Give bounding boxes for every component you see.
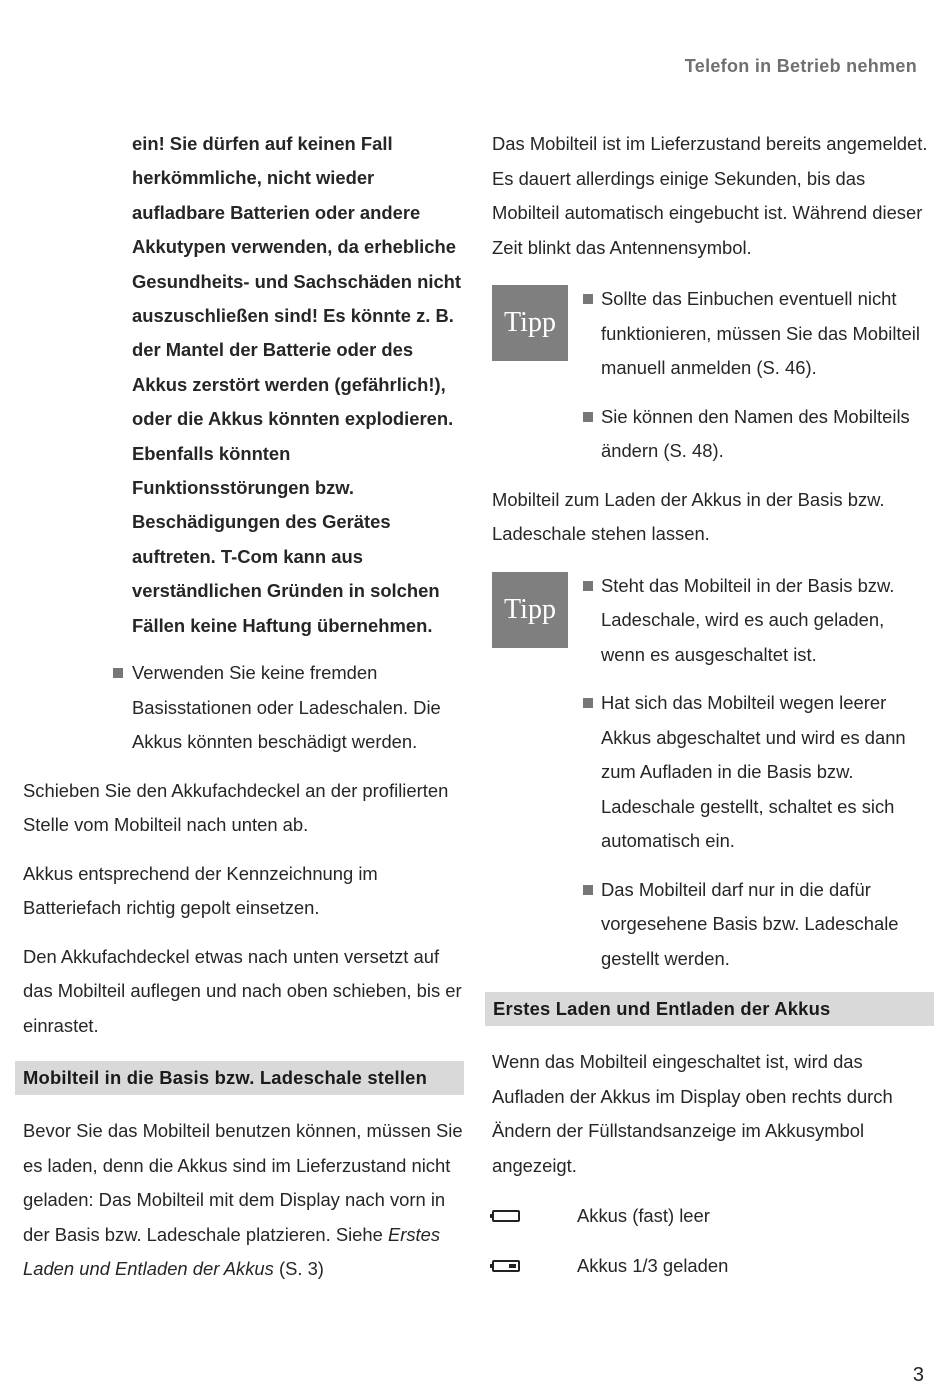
section-heading: Erstes Laden und Entladen der Akkus	[485, 992, 934, 1026]
battery-empty-icon	[492, 1210, 520, 1222]
page-reference: (S. 3)	[273, 1258, 324, 1280]
battery-fill-level	[509, 1264, 516, 1268]
cross-reference-link[interactable]: Erstes Laden und Entladen der Akkus	[23, 1223, 441, 1280]
paragraph-insert-batteries: Akkus entsprechend der Kennzeichnung im Batteriefach richtig gepolt einsetzen.	[23, 862, 378, 919]
paragraph-registered: Das Mobilteil ist im Lieferzustand bereits angemeldet. Es dauert allerdings einige Sekunden, bis das Mobilteil automatisch eingebucht ist. Während dieser Zeit blinkt das Antennensymbol.	[492, 133, 928, 258]
section-heading: Mobilteil in die Basis bzw. Ladeschale stellen	[15, 1061, 464, 1095]
list-item	[601, 282, 932, 386]
paragraph-remove-cover: Schieben Sie den Akkufachdeckel an der profilierten Stelle vom Mobilteil nach unten ab.	[23, 779, 449, 836]
list-item	[601, 686, 932, 859]
right-column	[492, 127, 932, 1283]
tip-block	[492, 282, 932, 469]
paragraph-text: Bevor Sie das Mobilteil benutzen können, müssen Sie es laden, denn die Akkus sind im Lieferzustand nicht geladen: Das Mobilteil mit dem Display nach vorn in der Basis bzw. Ladeschale platzieren. Siehe	[23, 1120, 463, 1245]
battery-terminal	[490, 1214, 493, 1218]
paragraph-charging: Mobilteil zum Laden der Akkus in der Basis bzw. Ladeschale stehen lassen.	[492, 488, 885, 544]
paragraph-charge-display: Wenn das Mobilteil eingeschaltet ist, wird das Aufladen der Akkus im Display oben rechts durch Ändern der Füllstandsanzeige im Akkusymbol angezeigt.	[492, 1051, 893, 1176]
battery-state-label: Akkus 1/3 geladen	[577, 1254, 729, 1276]
tip-text: Hat sich das Mobilteil wegen leerer Akkus abgeschaltet und wird es dann zum Aufladen in die Basis bzw. Ladeschale gestellt, schaltet es sich automatisch ein.	[601, 692, 906, 851]
square-bullet-icon	[583, 581, 593, 591]
list-item	[601, 569, 932, 673]
square-bullet-icon	[583, 885, 593, 895]
list-item	[23, 656, 463, 760]
battery-warning-text: ein! Sie dürfen auf keinen Fall herkömmliche, nicht wieder aufladbare Batterien oder andere Akkutypen verwenden, da erhebliche Gesundheits- und Sachschäden nicht auszuschließen sind! Es könnte z. B. der Mantel der Batterie oder des Akkus zerstört werden (gefährlich!), oder die Akkus könnten explodieren. Ebenfalls könnten Funktionsstörungen bzw. Beschädigungen des Gerätes auftreten. T-Com kann aus verständlichen Gründen in solchen Fällen keine Haftung übernehmen.	[132, 133, 462, 636]
tip-block	[492, 569, 932, 977]
battery-state-row	[492, 1249, 932, 1283]
page-number: 3	[912, 1364, 924, 1386]
list-item	[601, 400, 932, 469]
tip-text: Sie können den Namen des Mobilteils ändern (S. 48).	[601, 405, 910, 461]
tip-text: Das Mobilteil darf nur in die dafür vorgesehene Basis bzw. Ladeschale gestellt werden.	[601, 878, 899, 969]
battery-state-row	[492, 1199, 932, 1233]
battery-state-label: Akkus (fast) leer	[577, 1204, 710, 1226]
bullet-text: Verwenden Sie keine fremden Basisstationen oder Ladeschalen. Die Akkus könnten beschädigt werden.	[132, 662, 441, 753]
running-title: Telefon in Betrieb nehmen	[684, 56, 917, 76]
paragraph-place-handset	[23, 1114, 463, 1287]
square-bullet-icon	[583, 294, 593, 304]
paragraph-attach-cover: Den Akkufachdeckel etwas nach unten versetzt auf das Mobilteil auflegen und nach oben schieben, bis er einrastet.	[23, 945, 462, 1036]
tip-text: Sollte das Einbuchen eventuell nicht funktionieren, müssen Sie das Mobilteil manuell anmelden (S. 46).	[601, 288, 920, 378]
tip-text: Steht das Mobilteil in der Basis bzw. Ladeschale, wird es auch geladen, wenn es ausgeschaltet ist.	[601, 574, 895, 665]
tip-label: Tipp	[492, 572, 568, 648]
left-column	[23, 127, 463, 1287]
square-bullet-icon	[113, 668, 123, 678]
battery-third-icon	[492, 1260, 520, 1272]
square-bullet-icon	[583, 412, 593, 422]
square-bullet-icon	[583, 698, 593, 708]
battery-terminal	[490, 1264, 493, 1268]
tip-label: Tipp	[492, 285, 568, 361]
list-item	[601, 873, 932, 977]
